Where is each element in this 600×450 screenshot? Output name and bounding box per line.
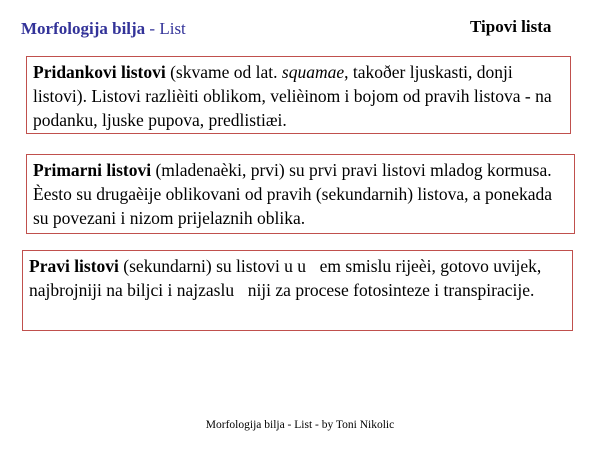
term-label: Pravi listovi: [29, 256, 119, 276]
definition-text: (sekundarni) su listovi u u em smislu rijeèi, gotovo uvijek, najbrojniji na biljci i najzaslu niji za procese fotosinteze i transpiracije.: [29, 256, 542, 300]
definition-text-continued: , takoðer ljuskasti, donji listovi). Listovi razlièiti oblikom, velièinom i bojom od pravih listova - na podanku, ljuske pupova, predlistiæi.: [33, 62, 552, 130]
slide-title: [21, 18, 186, 40]
definition-text: (mladenaèki, prvi) su prvi pravi listovi mladog kormusa. Èesto su drugaèije oblikovani od pravih (sekundarnih) listova, a ponekada su povezani i nizom prijelaznih oblika.: [33, 160, 553, 228]
definition-box-primary-leaves: [26, 154, 575, 234]
section-title: Tipovi lista: [470, 17, 552, 36]
definition-box-true-leaves: [22, 250, 573, 331]
slide-title-main: Morfologija bilja: [21, 19, 146, 38]
latin-term: squamae: [281, 62, 345, 82]
term-label: Primarni listovi: [33, 160, 152, 180]
slide-footer: Morfologija bilja - List - by Toni Nikolic: [205, 419, 395, 431]
slide-title-suffix: - List: [145, 19, 186, 38]
definition-box-scale-leaves: [26, 56, 571, 134]
definition-text: (skvame od lat.: [165, 62, 282, 82]
term-label: Pridankovi listovi: [33, 62, 166, 82]
